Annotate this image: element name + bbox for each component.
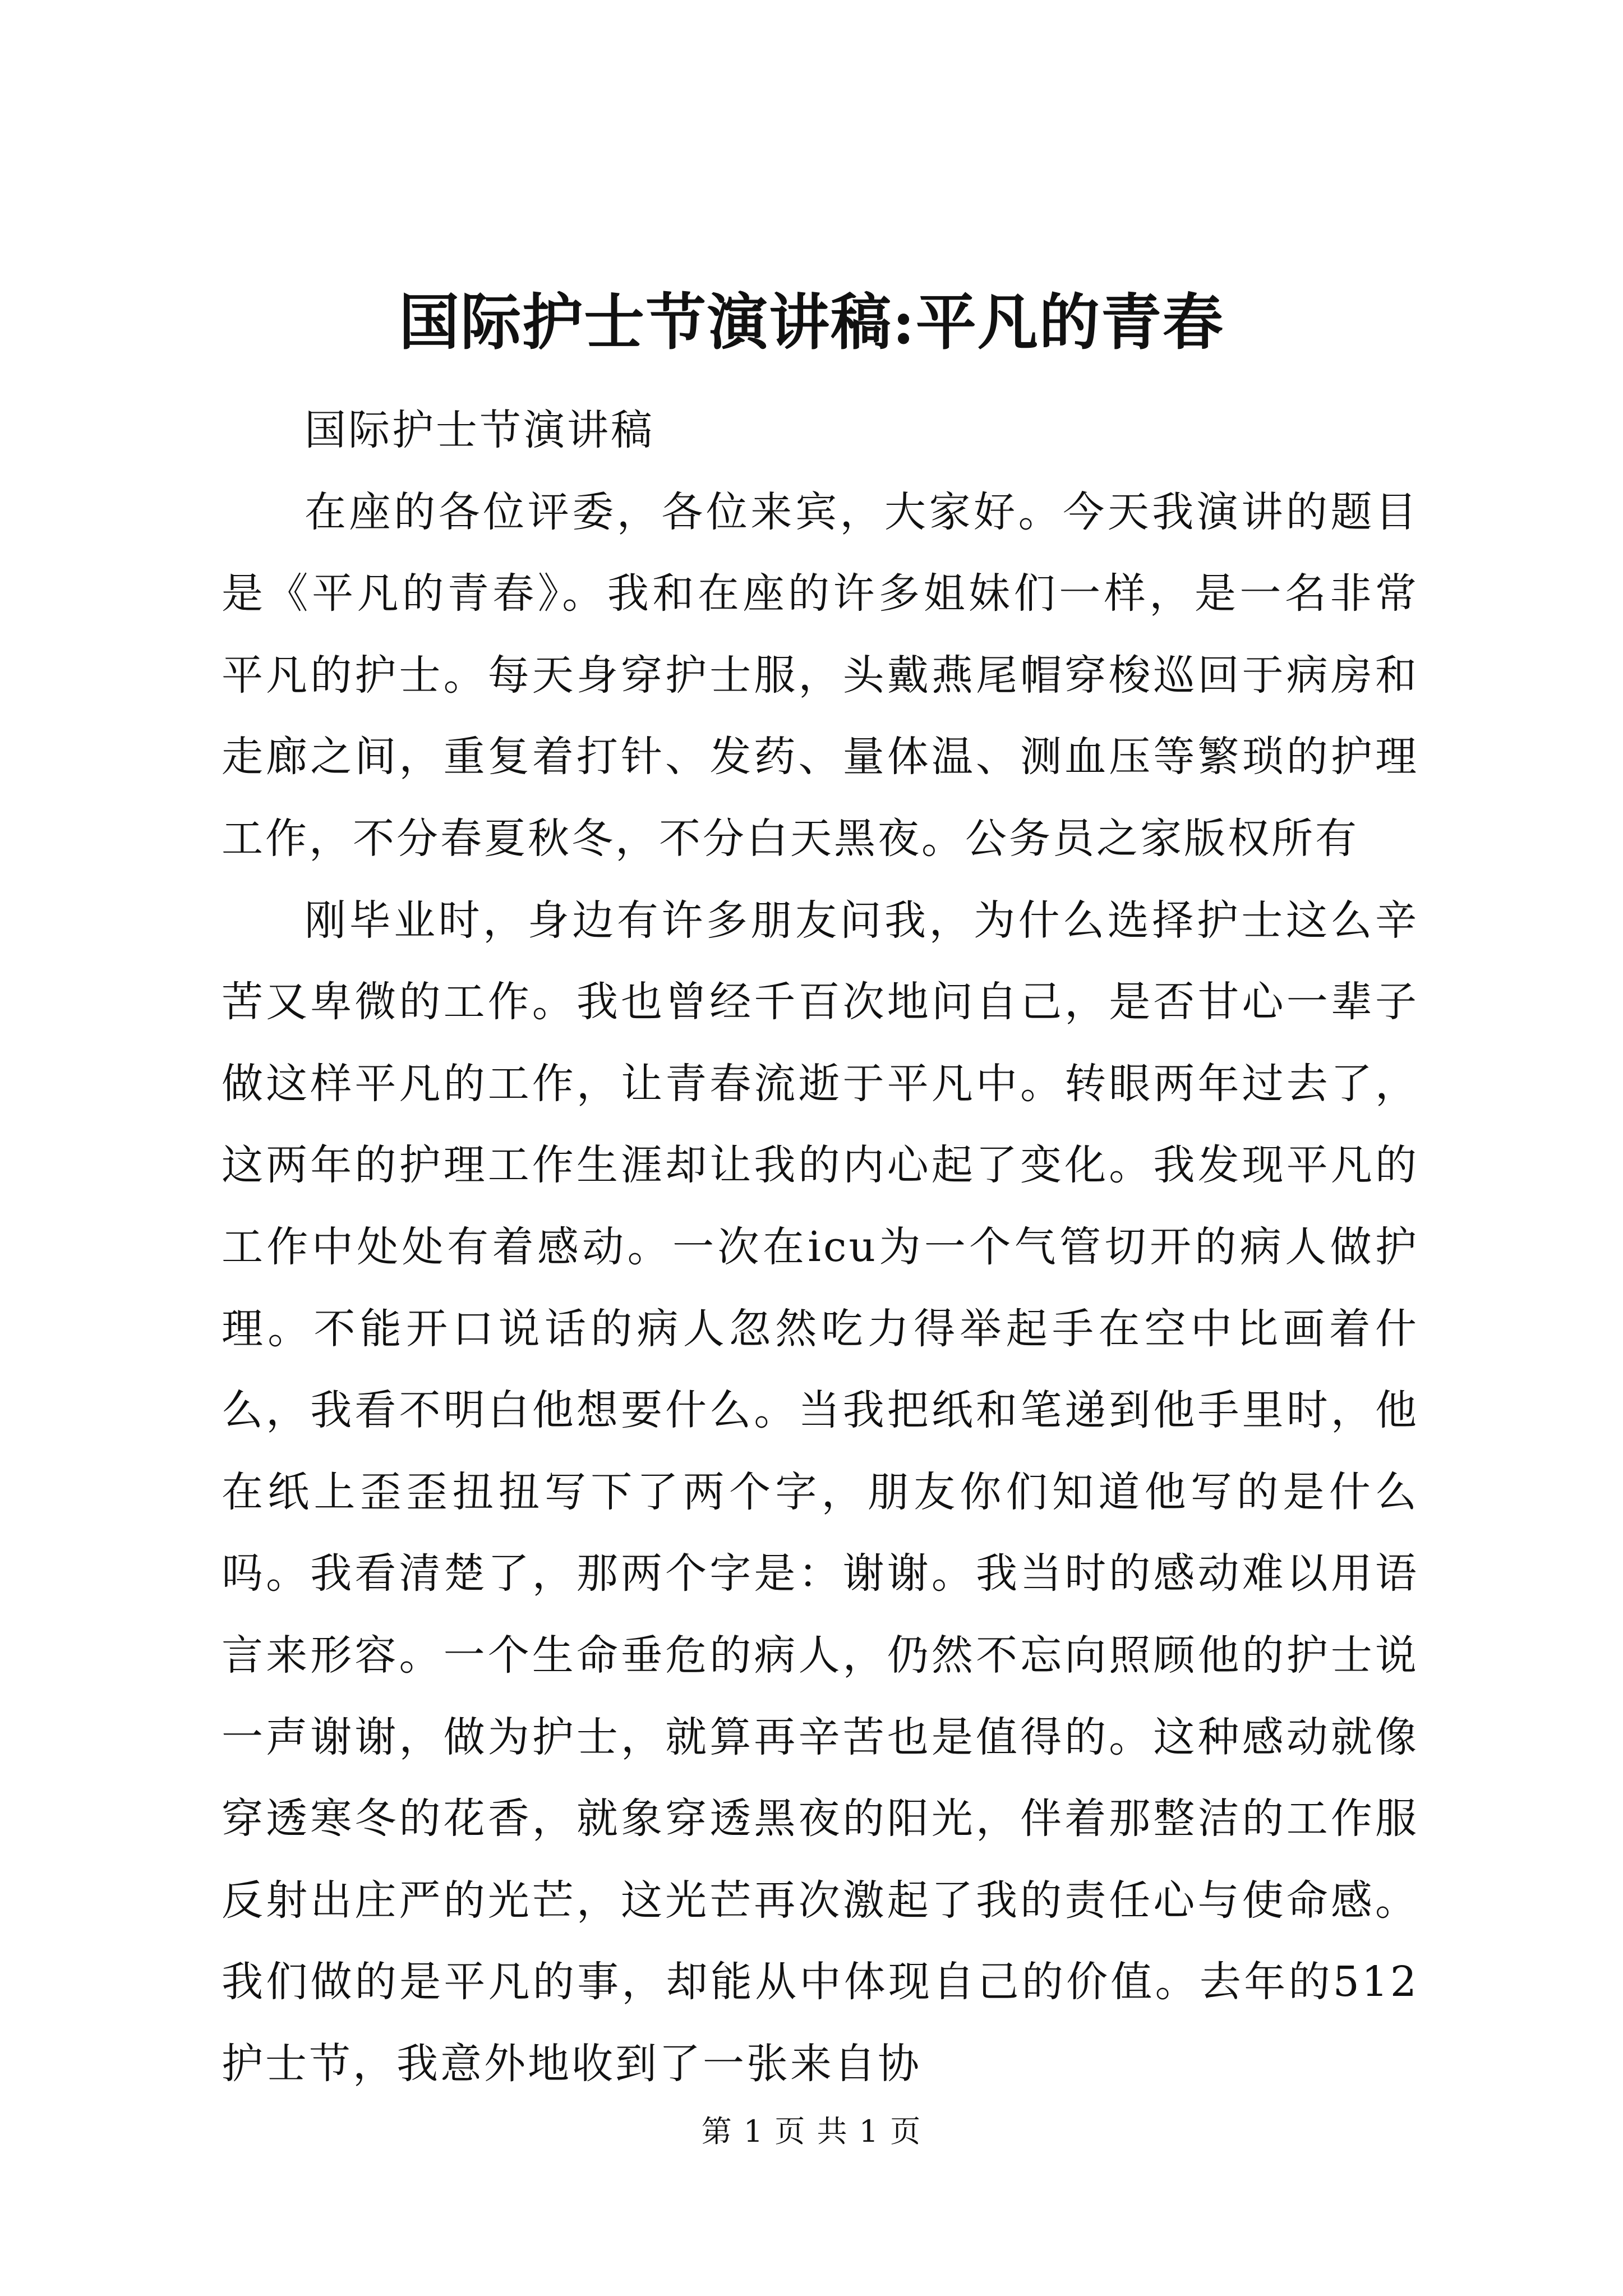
body-paragraph: 在座的各位评委，各位来宾，大家好。今天我演讲的题目是《平凡的青春》。我和在座的许多姐妹们一样，是一名非常平凡的护士。每天身穿护士服，头戴燕尾帽穿梭巡回于病房和走廊之间，重复着打针、发药、量体温、测血压等繁琐的护理工作，不分春夏秋冬，不分白天黑夜。公务员之家版权所有 xyxy=(222,487,1419,863)
document-title: 国际护士节演讲稿:平凡的青春 xyxy=(399,287,1224,358)
subtitle-paragraph: 国际护士节演讲稿 xyxy=(305,406,654,454)
body-paragraph: 刚毕业时，身边有许多朋友问我，为什么选择护士这么辛苦又卑微的工作。我也曾经千百次地问自己，是否甘心一辈子做这样平凡的工作，让青春流逝于平凡中。转眼两年过去了，这两年的护理工作生涯却让我的内心起了变化。我发现平凡的工作中处处有着感动。一次在icu为一个气管切开的病人做护理。不能开口说话的病人忽然吃力得举起手在空中比画着什么，我看不明白他想要什么。当我把纸和笔递到他手里时，他在纸上歪歪扭扭写下了两个字，朋友你们知道他写的是什么吗。我看清楚了，那两个字是：谢谢。我当时的感动难以用语言来形容。一个生命垂危的病人，仍然不忘向照顾他的护士说一声谢谢，做为护士，就算再辛苦也是值得的。这种感动就像穿透寒冬的花香，就象穿透黑夜的阳光，伴着那整洁的工作服反射出庄严的光芒，这光芒再次激起了我的责任心与使命感。我们做的是平凡的事，却能从中体现自己的价值。去年的512护士节，我意外地收到了一张来自协 xyxy=(222,896,1419,2088)
document-body xyxy=(222,390,1419,2105)
page-number-footer: 第 1 页 共 1 页 xyxy=(701,2114,922,2149)
